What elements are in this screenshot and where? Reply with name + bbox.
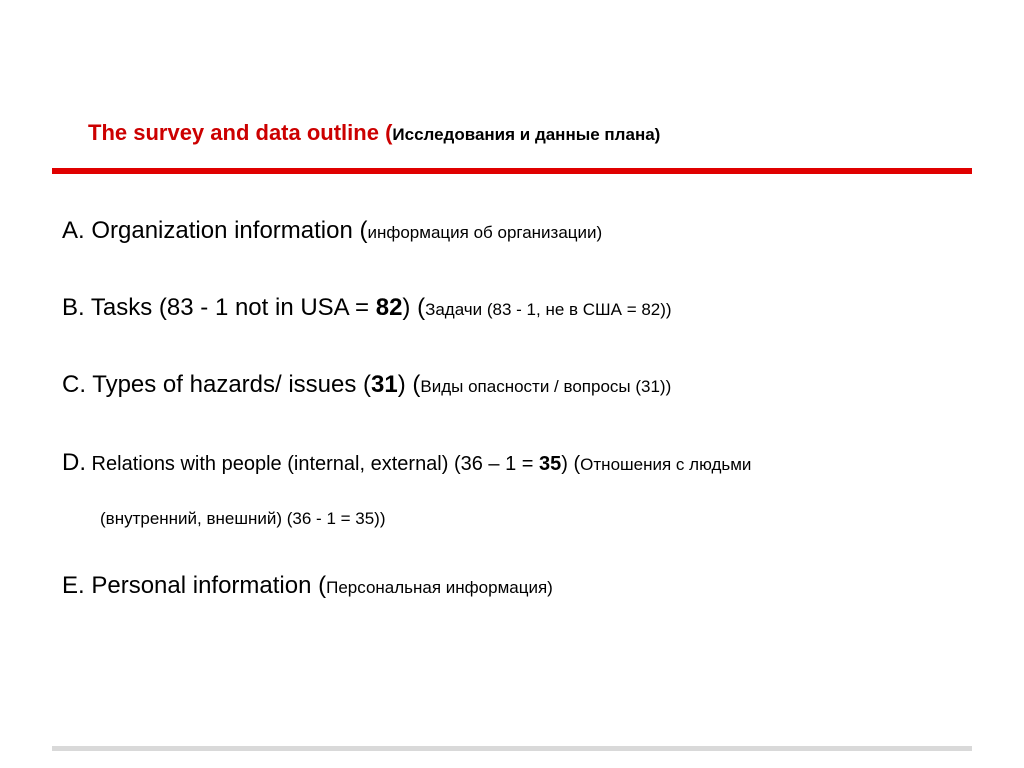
outline-item-d [62, 448, 751, 480]
item-d-english: Relations with people (internal, external) (36 – 1 = [86, 453, 540, 475]
title-russian: Исследования и данные плана [392, 125, 655, 144]
item-b-english: B. Tasks (83 - 1 not in USA = [62, 294, 376, 321]
outline-item-b [62, 293, 672, 325]
title-divider [52, 168, 972, 174]
item-a-english: A. Organization information ( [62, 217, 368, 244]
item-b-russian: Задачи (83 - 1, не в США = 82)) [425, 300, 672, 319]
item-d-count: 35 [539, 453, 562, 475]
item-e-english: E. Personal information ( [62, 572, 327, 599]
item-d-russian: Отношения с людьми [580, 455, 752, 474]
item-d-paren: ) ( [561, 453, 581, 475]
outline-item-e [62, 571, 553, 603]
item-b-count: 82 [375, 294, 403, 321]
outline-item-a [62, 216, 602, 248]
title-english: The survey and data outline ( [88, 120, 393, 145]
outline-item-d-continued: (внутренний, внешний) (36 - 1 = 35)) [100, 509, 386, 528]
footer-divider [52, 746, 972, 751]
outline-item-c [62, 370, 671, 402]
item-e-russian: Персональная информация) [326, 578, 553, 597]
title-close-paren: ) [654, 125, 661, 144]
item-c-english: C. Types of hazards/ issues ( [62, 371, 372, 398]
item-d-letter: D. [62, 449, 86, 476]
item-c-count: 31 [371, 371, 398, 398]
item-c-paren: ) ( [397, 371, 421, 398]
item-b-paren: ) ( [402, 294, 426, 321]
item-a-russian: информация об организации) [367, 223, 603, 242]
item-c-russian: Виды опасности / вопросы (31)) [420, 377, 672, 396]
slide-title [88, 118, 660, 150]
